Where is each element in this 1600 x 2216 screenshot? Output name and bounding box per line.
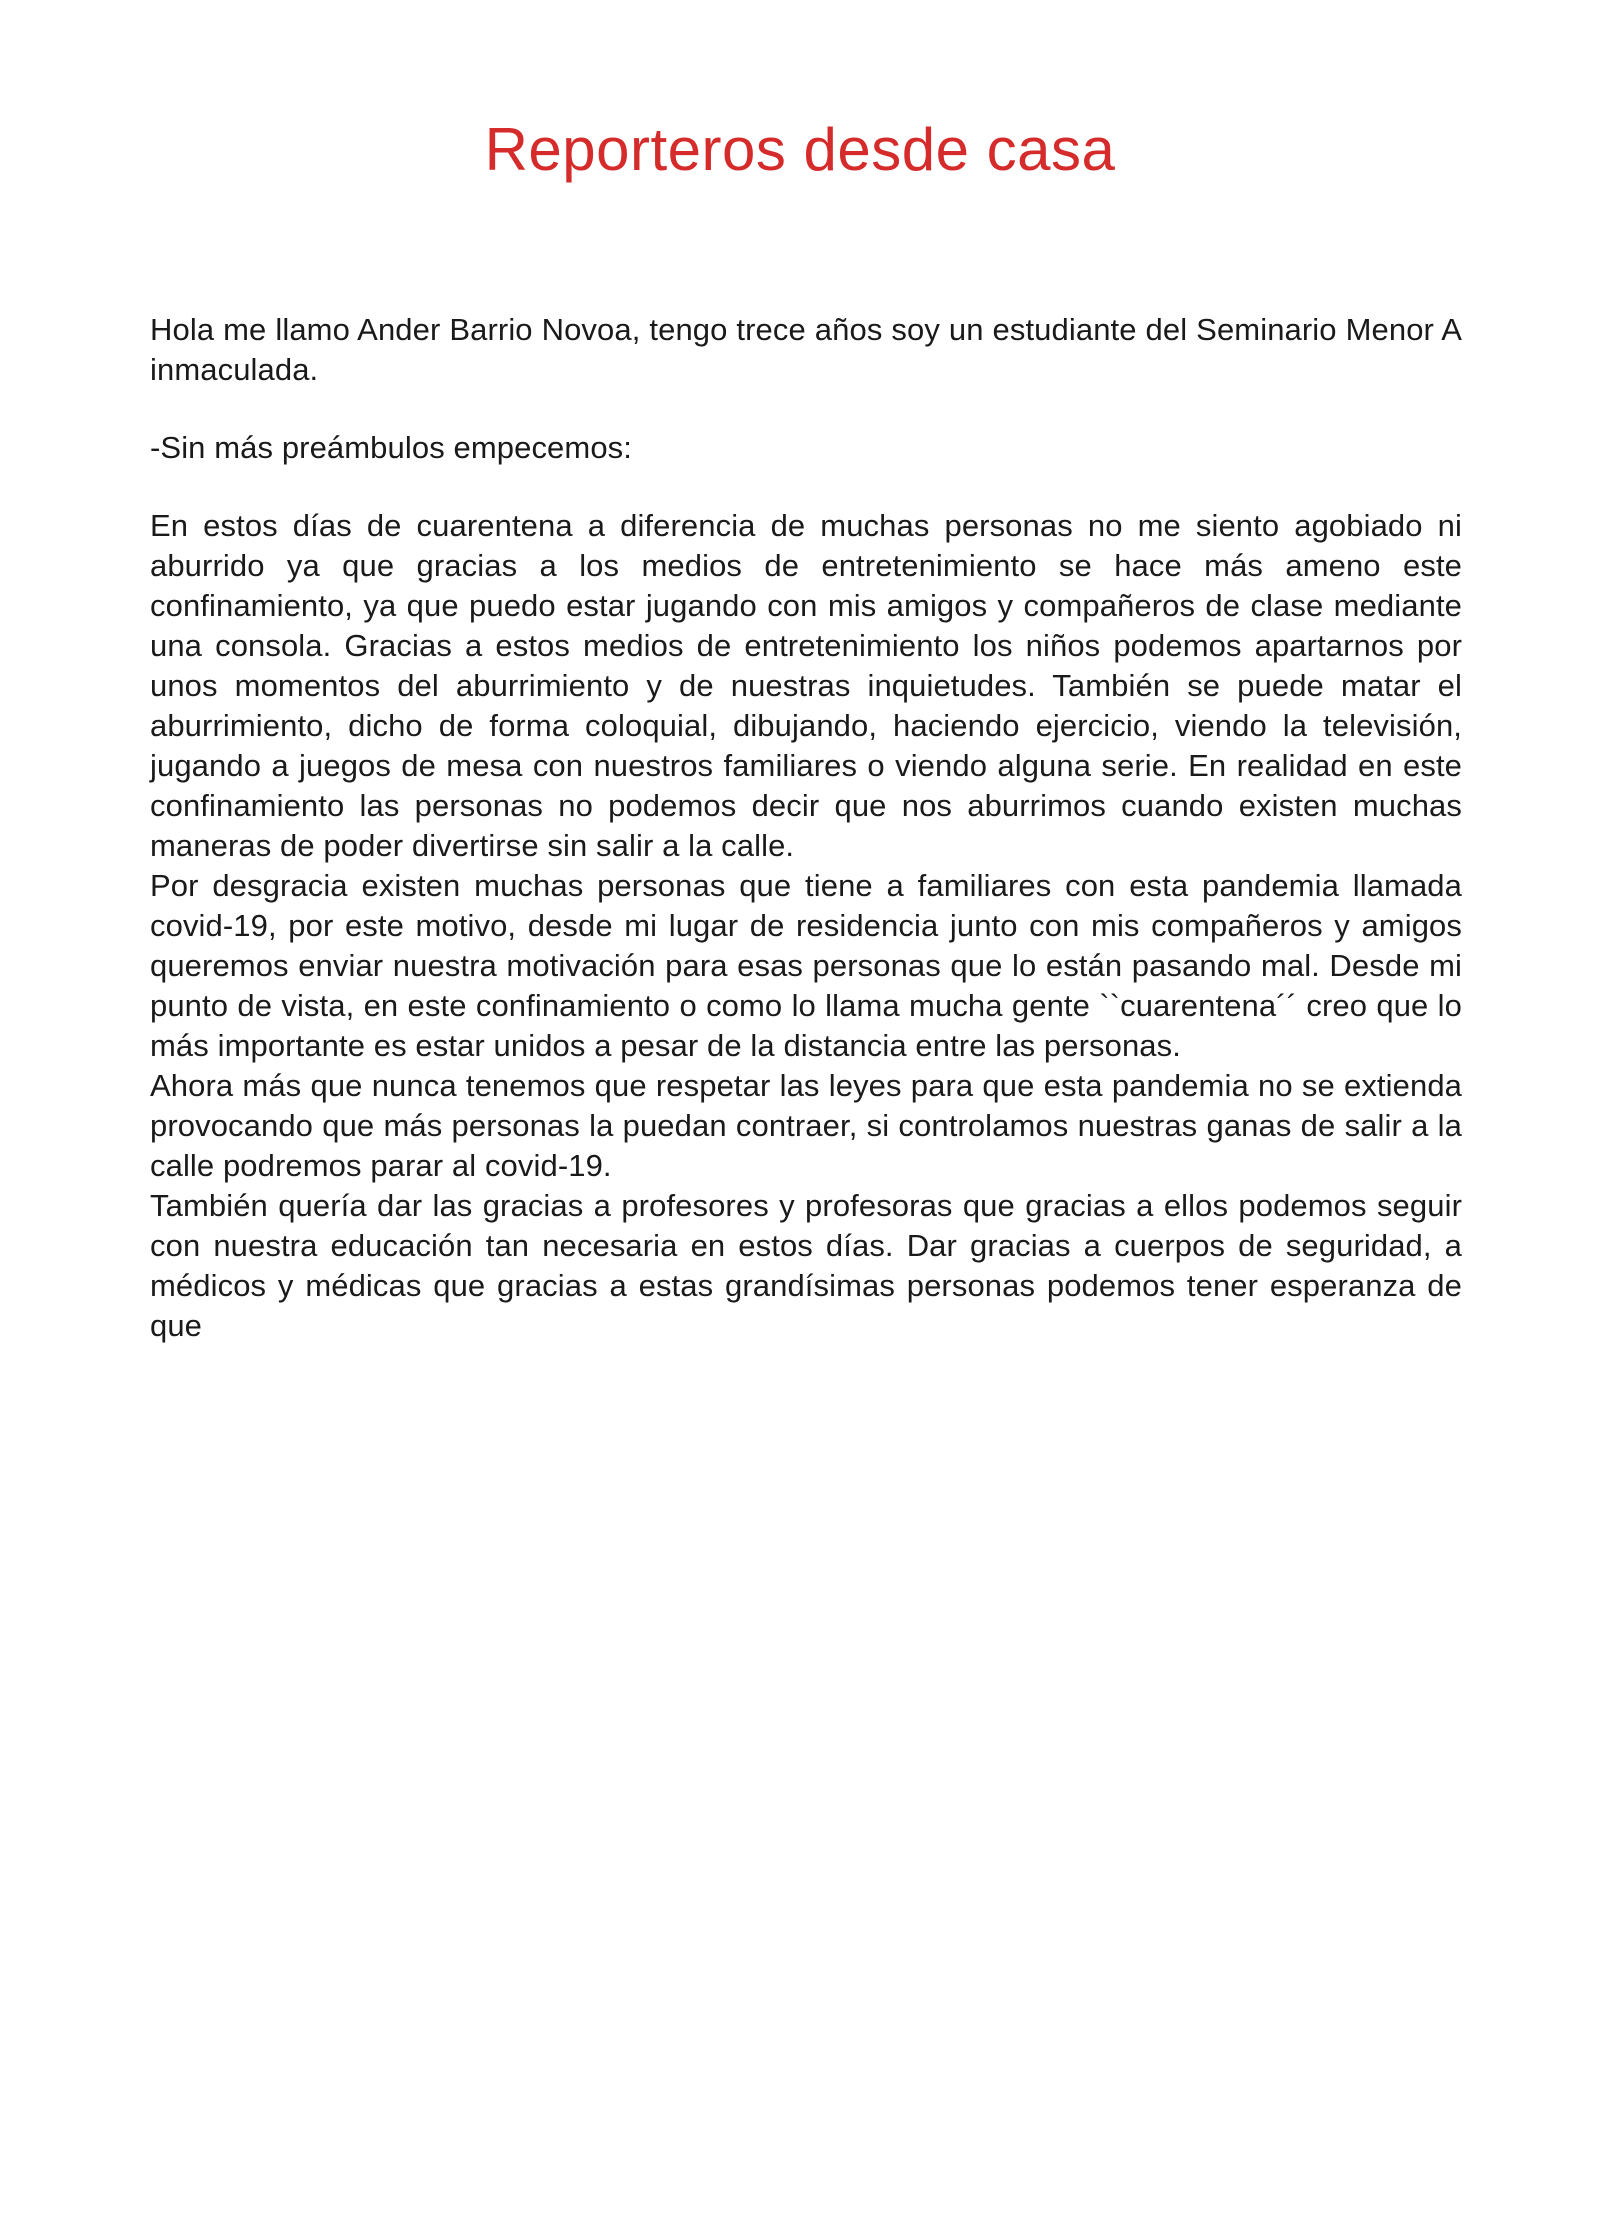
page-title: Reporteros desde casa	[484, 116, 1116, 183]
body-paragraph-1: En estos días de cuarentena a diferencia de muchas personas no me siento agobiado ni aburrido ya que gracias a los medios de entretenimiento se hace más ameno este confinamiento, ya que puedo estar jugando con mis amigos y compañeros de clase mediante una consola. Gracias a estos medios de entretenimiento los niños podemos apartarnos por unos momentos del aburrimiento y de nuestras inquietudes. También se puede matar el aburrimiento, dicho de forma coloquial, dibujando, haciendo ejercicio, viendo la televisión, jugando a juegos de mesa con nuestros familiares o viendo alguna serie. En realidad en este confinamiento las personas no podemos decir que nos aburrimos cuando existen muchas maneras de poder divertirse sin salir a la calle.	[150, 508, 1462, 863]
spacer-after-preamble	[150, 468, 1462, 506]
document-body	[150, 310, 1462, 1346]
spacer-after-intro	[150, 390, 1462, 428]
body-paragraph-3: Ahora más que nunca tenemos que respetar las leyes para que esta pandemia no se extienda provocando que más personas la puedan contraer, si controlamos nuestras ganas de salir a la calle podremos parar al covid-19.	[150, 1068, 1462, 1183]
body-paragraph-2: Por desgracia existen muchas personas que tiene a familiares con esta pandemia llamada covid-19, por este motivo, desde mi lugar de residencia junto con mis compañeros y amigos queremos enviar nuestra motivación para esas personas que lo están pasando mal. Desde mi punto de vista, en este confinamiento o como lo llama mucha gente ``cuarentena´´ creo que lo más importante es estar unidos a pesar de la distancia entre las personas.	[150, 868, 1462, 1063]
body-paragraph-4: También quería dar las gracias a profesores y profesoras que gracias a ellos podemos seguir con nuestra educación tan necesaria en estos días. Dar gracias a cuerpos de seguridad, a médicos y médicas que gracias a estas grandísimas personas podemos tener esperanza de que	[150, 1188, 1462, 1343]
preamble-line: -Sin más preámbulos empecemos:	[150, 430, 632, 465]
intro-paragraph: Hola me llamo Ander Barrio Novoa, tengo trece años soy un estudiante del Seminario Menor A inmaculada.	[150, 312, 1462, 387]
